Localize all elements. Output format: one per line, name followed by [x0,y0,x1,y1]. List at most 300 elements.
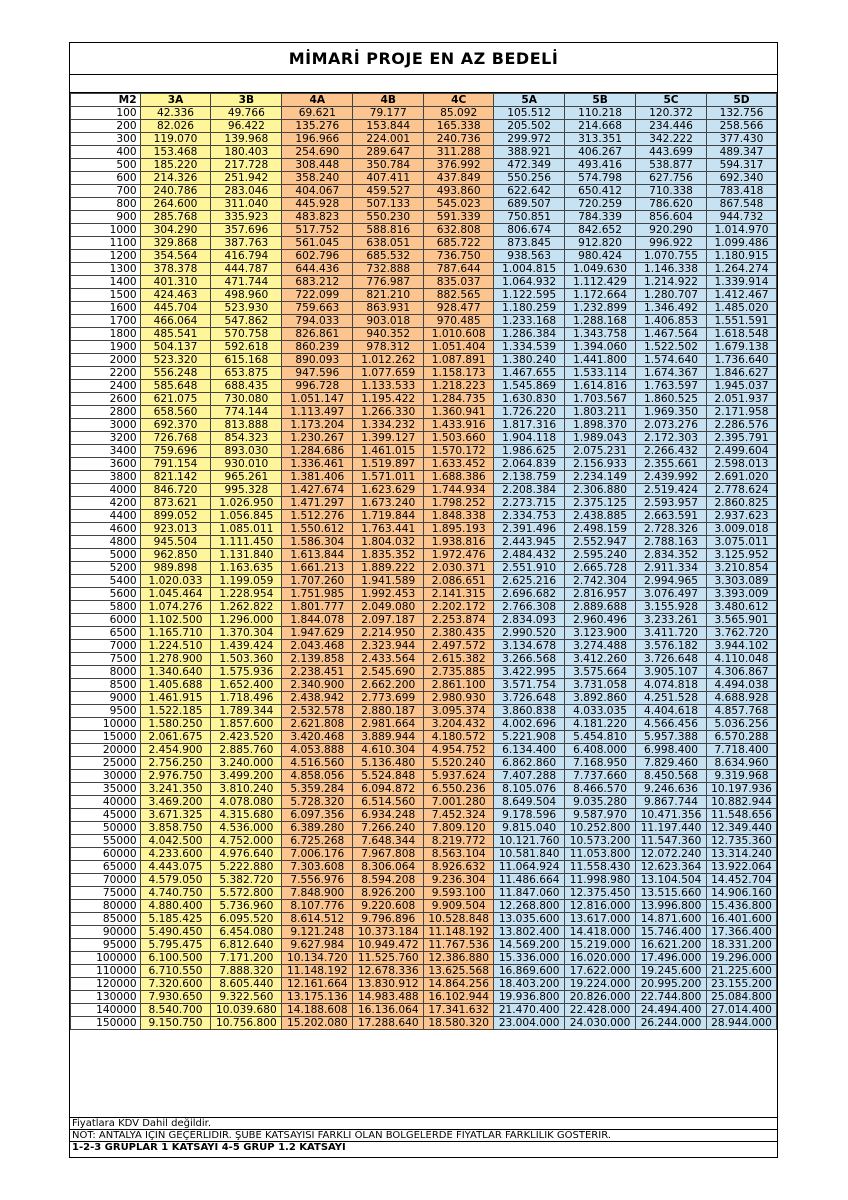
table-row [71,432,777,445]
price-cell: 2.439.992 [636,471,707,484]
price-cell: 545.023 [424,198,494,211]
price-cell: 2.889.688 [565,601,636,614]
price-cell: 9.909.504 [424,900,494,913]
area-cell: 6000 [71,614,141,627]
price-cell: 585.648 [140,380,211,393]
price-cell: 11.998.980 [565,874,636,887]
price-cell: 25.084.800 [706,991,776,1004]
price-cell: 4.180.572 [424,731,494,744]
price-cell: 23.004.000 [494,1017,565,1030]
price-cell: 17.496.000 [636,952,707,965]
price-cell: 11.847.060 [494,887,565,900]
area-cell: 2200 [71,367,141,380]
price-cell: 16.020.000 [565,952,636,965]
price-cell: 784.339 [565,211,636,224]
area-cell: 40000 [71,796,141,809]
price-cell: 2.994.965 [636,575,707,588]
price-cell: 1.613.844 [282,549,353,562]
price-cell: 5.572.800 [211,887,282,900]
table-row [71,653,777,666]
area-cell: 7000 [71,640,141,653]
price-cell: 2.545.690 [353,666,424,679]
price-cell: 1.224.510 [140,640,211,653]
area-cell: 500 [71,159,141,172]
price-cell: 6.862.860 [494,757,565,770]
table-row [71,172,777,185]
price-cell: 1.334.232 [353,419,424,432]
area-cell: 5800 [71,601,141,614]
price-cell: 1.085.011 [211,523,282,536]
price-cell: 2.861.100 [424,679,494,692]
price-cell: 7.848.900 [282,887,353,900]
price-cell: 1.433.916 [424,419,494,432]
price-cell: 945.504 [140,536,211,549]
price-cell: 846.720 [140,484,211,497]
price-cell: 17.288.640 [353,1017,424,1030]
price-cell: 9.627.984 [282,939,353,952]
area-cell: 1300 [71,263,141,276]
price-cell: 928.477 [424,302,494,315]
price-cell: 49.766 [211,107,282,120]
table-row [71,406,777,419]
table-row [71,198,777,211]
area-cell: 4600 [71,523,141,536]
price-cell: 621.075 [140,393,211,406]
area-cell: 1500 [71,289,141,302]
price-cell: 8.926.632 [424,861,494,874]
price-cell: 42.336 [140,107,211,120]
price-cell: 1.574.640 [636,354,707,367]
price-cell: 13.996.800 [636,900,707,913]
price-cell: 615.168 [211,354,282,367]
price-cell: 1.844.078 [282,614,353,627]
table-row [71,341,777,354]
area-cell: 150000 [71,1017,141,1030]
price-cell: 940.352 [353,328,424,341]
price-cell: 3.726.648 [494,692,565,705]
table-row [71,939,777,952]
table-row [71,627,777,640]
price-cell: 19.296.000 [706,952,776,965]
price-cell: 407.411 [353,172,424,185]
price-cell: 3.892.860 [565,692,636,705]
price-cell: 2.880.187 [353,705,424,718]
price-cell: 13.625.568 [424,965,494,978]
price-cell: 4.074.818 [636,679,707,692]
price-cell: 1.233.168 [494,315,565,328]
price-cell: 947.596 [282,367,353,380]
area-cell: 9000 [71,692,141,705]
price-cell: 1.471.297 [282,497,353,510]
price-cell: 10.121.760 [494,835,565,848]
price-cell: 20.826.000 [565,991,636,1004]
price-cell: 10.471.356 [636,809,707,822]
price-cell: 2.552.947 [565,536,636,549]
price-cell: 1.848.338 [424,510,494,523]
price-cell: 1.180.259 [494,302,565,315]
price-cell: 1.070.755 [636,250,707,263]
price-cell: 4.880.400 [140,900,211,913]
price-cell: 1.586.304 [282,536,353,549]
price-cell: 304.290 [140,224,211,237]
area-cell: 7500 [71,653,141,666]
price-cell: 899.052 [140,510,211,523]
price-cell: 416.794 [211,250,282,263]
price-cell: 3.810.240 [211,783,282,796]
price-cell: 1.004.815 [494,263,565,276]
price-cell: 15.746.400 [636,926,707,939]
price-cell: 1.817.316 [494,419,565,432]
table-row [71,211,777,224]
table-row [71,744,777,757]
price-cell: 1.545.869 [494,380,565,393]
price-cell: 493.860 [424,185,494,198]
area-cell: 4800 [71,536,141,549]
price-cell: 11.148.192 [424,926,494,939]
table-row [71,679,777,692]
price-cell: 329.868 [140,237,211,250]
price-cell: 9.236.304 [424,874,494,887]
table-row [71,393,777,406]
price-cell: 240.736 [424,133,494,146]
table-header-row [71,94,777,107]
price-cell: 8.105.076 [494,783,565,796]
price-cell: 965.261 [211,471,282,484]
price-cell: 3.469.200 [140,796,211,809]
price-cell: 9.319.968 [706,770,776,783]
price-cell: 10.197.936 [706,783,776,796]
price-cell: 1.278.900 [140,653,211,666]
price-cell: 1.575.936 [211,666,282,679]
price-cell: 1.284.735 [424,393,494,406]
price-cell: 285.768 [140,211,211,224]
price-cell: 523.320 [140,354,211,367]
price-cell: 3.233.261 [636,614,707,627]
table-row [71,965,777,978]
price-cell: 4.494.038 [706,679,776,692]
price-cell: 13.314.240 [706,848,776,861]
price-cell: 1.230.267 [282,432,353,445]
price-cell: 7.718.400 [706,744,776,757]
price-cell: 2.665.728 [565,562,636,575]
price-cell: 2.484.432 [494,549,565,562]
price-cell: 2.960.496 [565,614,636,627]
price-cell: 14.452.704 [706,874,776,887]
price-cell: 588.816 [353,224,424,237]
price-cell: 2.454.900 [140,744,211,757]
price-cell: 794.033 [282,315,353,328]
price-cell: 1.673.240 [353,497,424,510]
price-cell: 498.960 [211,289,282,302]
price-cell: 388.921 [494,146,565,159]
price-cell: 1.339.914 [706,276,776,289]
price-cell: 254.690 [282,146,353,159]
price-cell: 376.992 [424,159,494,172]
price-cell: 1.099.486 [706,237,776,250]
price-cell: 1.898.370 [565,419,636,432]
price-cell: 867.548 [706,198,776,211]
price-cell: 1.941.589 [353,575,424,588]
price-cell: 602.796 [282,250,353,263]
price-cell: 2.834.093 [494,614,565,627]
price-cell: 1.688.386 [424,471,494,484]
price-cell: 1.467.564 [636,328,707,341]
price-cell: 873.621 [140,497,211,510]
price-cell: 2.980.930 [424,692,494,705]
price-cell: 7.320.600 [140,978,211,991]
price-cell: 444.787 [211,263,282,276]
price-cell: 1.846.627 [706,367,776,380]
price-cell: 1.056.845 [211,510,282,523]
price-cell: 2.696.682 [494,588,565,601]
table-row [71,588,777,601]
price-cell: 16.136.064 [353,1004,424,1017]
price-cell: 1.111.450 [211,536,282,549]
price-cell: 1.412.467 [706,289,776,302]
price-cell: 7.452.324 [424,809,494,822]
table-row [71,471,777,484]
price-cell: 2.086.651 [424,575,494,588]
price-cell: 1.074.276 [140,601,211,614]
table-row [71,536,777,549]
price-cell: 7.266.240 [353,822,424,835]
area-cell: 55000 [71,835,141,848]
price-cell: 401.310 [140,276,211,289]
area-cell: 3600 [71,458,141,471]
price-cell: 692.340 [706,172,776,185]
price-cell: 185.220 [140,159,211,172]
price-cell: 854.323 [211,432,282,445]
price-cell: 3.155.928 [636,601,707,614]
price-cell: 1.439.424 [211,640,282,653]
price-cell: 2.238.451 [282,666,353,679]
price-cell: 1.945.037 [706,380,776,393]
price-cell: 6.514.560 [353,796,424,809]
price-cell: 16.401.600 [706,913,776,926]
price-cell: 6.097.356 [282,809,353,822]
table-row [71,549,777,562]
area-cell: 400 [71,146,141,159]
area-cell: 90000 [71,926,141,939]
table-row [71,640,777,653]
price-cell: 1.340.640 [140,666,211,679]
price-cell: 4.315.680 [211,809,282,822]
area-cell: 15000 [71,731,141,744]
price-cell: 5.490.450 [140,926,211,939]
price-cell: 750.851 [494,211,565,224]
price-cell: 8.450.568 [636,770,707,783]
price-cell: 1.014.970 [706,224,776,237]
price-cell: 3.905.107 [636,666,707,679]
area-cell: 2800 [71,406,141,419]
price-cell: 2.156.933 [565,458,636,471]
price-cell: 995.328 [211,484,282,497]
price-cell: 689.507 [494,198,565,211]
price-cell: 10.573.200 [565,835,636,848]
price-cell: 311.040 [211,198,282,211]
price-cell: 483.823 [282,211,353,224]
price-cell: 354.564 [140,250,211,263]
price-cell: 1.280.707 [636,289,707,302]
price-cell: 153.468 [140,146,211,159]
area-cell: 1700 [71,315,141,328]
price-cell: 3.075.011 [706,536,776,549]
price-cell: 4.516.560 [282,757,353,770]
price-cell: 10.134.720 [282,952,353,965]
price-cell: 110.218 [565,107,636,120]
area-cell: 2400 [71,380,141,393]
price-cell: 1.394.060 [565,341,636,354]
price-sheet [69,42,778,1158]
price-cell: 2.172.303 [636,432,707,445]
price-cell: 13.802.400 [494,926,565,939]
price-cell: 15.436.800 [706,900,776,913]
area-cell: 300 [71,133,141,146]
price-cell: 2.519.424 [636,484,707,497]
price-cell: 2.171.958 [706,406,776,419]
price-cell: 4.033.035 [565,705,636,718]
price-cell: 1.503.360 [211,653,282,666]
price-cell: 1.630.830 [494,393,565,406]
area-cell: 95000 [71,939,141,952]
price-cell: 2.375.125 [565,497,636,510]
price-cell: 2.253.874 [424,614,494,627]
price-cell: 493.416 [565,159,636,172]
price-cell: 3.565.901 [706,614,776,627]
price-cell: 1.751.985 [282,588,353,601]
price-cell: 893.030 [211,445,282,458]
price-cell: 685.722 [424,237,494,250]
price-cell: 3.095.374 [424,705,494,718]
table-row [71,757,777,770]
area-cell: 700 [71,185,141,198]
table-row [71,107,777,120]
price-cell: 882.565 [424,289,494,302]
group-coefficient-note: 1-2-3 GRUPLAR 1 KATSAYI 4-5 GRUP 1.2 KATSAYI [72,1142,346,1153]
price-cell: 8.594.208 [353,874,424,887]
price-cell: 308.448 [282,159,353,172]
price-cell: 5.795.475 [140,939,211,952]
price-cell: 2.323.944 [353,640,424,653]
price-cell: 14.864.256 [424,978,494,991]
price-cell: 214.668 [565,120,636,133]
price-cell: 1.718.496 [211,692,282,705]
price-cell: 387.763 [211,237,282,250]
price-cell: 3.303.089 [706,575,776,588]
price-cell: 9.796.896 [353,913,424,926]
price-cell: 860.239 [282,341,353,354]
table-row [71,224,777,237]
price-cell: 22.428.000 [565,1004,636,1017]
price-cell: 10.528.848 [424,913,494,926]
price-cell: 1.051.147 [282,393,353,406]
price-cell: 342.222 [636,133,707,146]
area-cell: 5600 [71,588,141,601]
price-cell: 1.707.260 [282,575,353,588]
table-row [71,354,777,367]
price-cell: 1.288.168 [565,315,636,328]
price-cell: 996.728 [282,380,353,393]
price-cell: 2.498.159 [565,523,636,536]
price-cell: 1.571.011 [353,471,424,484]
price-cell: 240.786 [140,185,211,198]
price-cell: 1.703.567 [565,393,636,406]
price-cell: 350.784 [353,159,424,172]
price-cell: 5.454.810 [565,731,636,744]
table-row [71,601,777,614]
price-cell: 726.768 [140,432,211,445]
area-cell: 1900 [71,341,141,354]
price-cell: 720.259 [565,198,636,211]
price-cell: 1.399.127 [353,432,424,445]
price-cell: 835.037 [424,276,494,289]
price-cell: 3.274.488 [565,640,636,653]
price-cell: 13.830.912 [353,978,424,991]
price-cell: 2.043.468 [282,640,353,653]
price-cell: 2.990.520 [494,627,565,640]
price-cell: 8.926.200 [353,887,424,900]
price-cell: 6.725.268 [282,835,353,848]
price-cell: 736.750 [424,250,494,263]
price-cell: 5.359.284 [282,783,353,796]
price-cell: 547.862 [211,315,282,328]
price-cell: 1.020.033 [140,575,211,588]
area-cell: 20000 [71,744,141,757]
price-cell: 8.219.772 [424,835,494,848]
area-cell: 2000 [71,354,141,367]
price-cell: 1.798.252 [424,497,494,510]
price-cell: 23.155.200 [706,978,776,991]
price-cell: 8.614.512 [282,913,353,926]
price-cell: 15.202.080 [282,1017,353,1030]
price-cell: 12.386.880 [424,952,494,965]
price-cell: 2.532.578 [282,705,353,718]
price-cell: 18.403.200 [494,978,565,991]
area-cell: 3800 [71,471,141,484]
price-cell: 1.214.922 [636,276,707,289]
price-cell: 730.080 [211,393,282,406]
price-cell: 6.998.400 [636,744,707,757]
price-cell: 4.233.600 [140,848,211,861]
price-cell: 517.752 [282,224,353,237]
price-cell: 1.992.453 [353,588,424,601]
price-cell: 1.218.223 [424,380,494,393]
price-cell: 1.989.043 [565,432,636,445]
price-cell: 14.188.608 [282,1004,353,1017]
region-note: NOT: ANTALYA İÇİN GEÇERLİDİR. ŞUBE KATSAYISI FARKLI OLAN BÖLGELERDE FİYATLAR FARKLILIK GÖSTERİR. [70,1130,777,1142]
price-cell: 335.923 [211,211,282,224]
price-cell: 6.389.280 [282,822,353,835]
price-cell: 1.012.262 [353,354,424,367]
price-cell: 3.858.750 [140,822,211,835]
price-cell: 1.550.612 [282,523,353,536]
price-cell: 2.625.216 [494,575,565,588]
price-cell: 1.804.032 [353,536,424,549]
price-cell: 4.443.075 [140,861,211,874]
price-cell: 15.336.000 [494,952,565,965]
price-cell: 18.331.200 [706,939,776,952]
price-cell: 1.262.822 [211,601,282,614]
price-cell: 1.381.406 [282,471,353,484]
price-cell: 786.620 [636,198,707,211]
table-row [71,484,777,497]
price-cell: 1.938.816 [424,536,494,549]
price-cell: 2.030.371 [424,562,494,575]
price-cell: 4.740.750 [140,887,211,900]
price-cell: 1.652.400 [211,679,282,692]
price-cell: 574.798 [565,172,636,185]
price-cell: 2.834.352 [636,549,707,562]
